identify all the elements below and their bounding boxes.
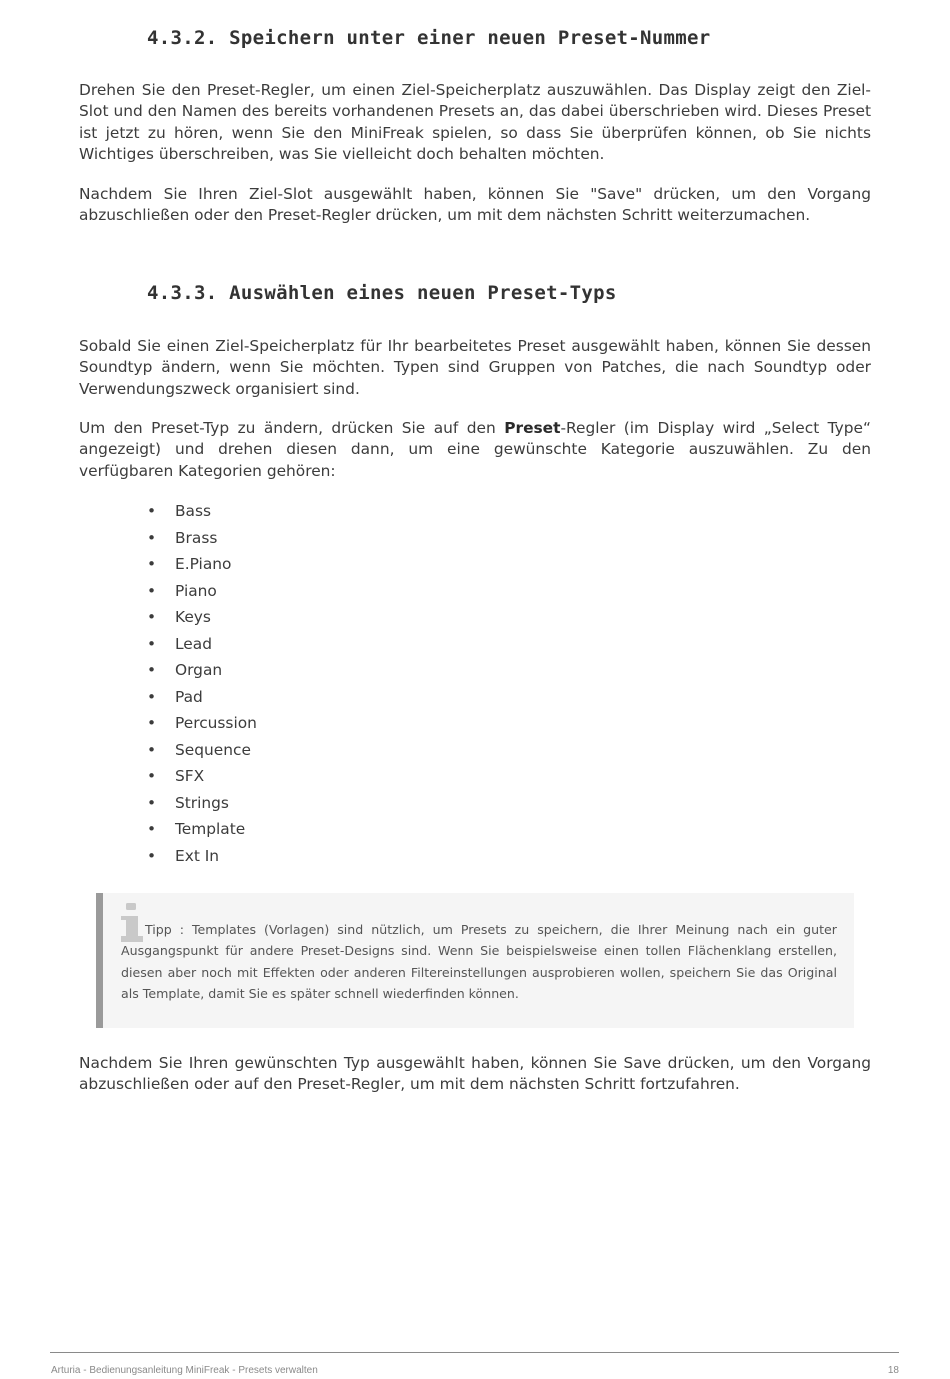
list-item (147, 606, 257, 633)
list-item-label: Pad (175, 687, 203, 706)
bullet: • (147, 820, 157, 838)
list-item (147, 818, 257, 845)
paragraph-change-preset-type (79, 418, 871, 482)
bullet: • (147, 846, 157, 865)
footer-title: Arturia - Bedienungsanleitung MiniFreak - Presets verwalten (51, 1365, 318, 1376)
list-item-label: Bass (175, 502, 212, 520)
list-item (147, 686, 257, 713)
list-item (147, 633, 257, 660)
list-item-label: Brass (175, 528, 218, 547)
page-number: 18 (887, 1365, 899, 1376)
preset-type-list (147, 500, 257, 871)
list-item-label: Keys (175, 608, 211, 626)
list-item (147, 712, 257, 739)
list-item (147, 739, 257, 766)
list-item (147, 500, 257, 527)
bullet: • (147, 714, 157, 732)
paragraph-text-before: Um den Preset-Typ zu ändern, drücken Sie auf den (79, 419, 505, 437)
list-item (147, 580, 257, 607)
bullet: • (147, 740, 157, 759)
bullet: • (147, 793, 157, 812)
bullet: • (147, 767, 157, 785)
paragraph-select-target-slot: Drehen Sie den Preset-Regler, um einen Ziel-Speicherplatz auszuwählen. Das Display zeigt den Ziel-Slot und den Namen des bereits vorhandenen Presets an, das dabei überschrieben wird. Dieses Preset ist jetzt zu hören, wenn Sie den MiniFreak spielen, so dass Sie überprüfen können, ob Sie nichts Wichtiges überschreiben, was Sie vielleicht doch behalten möchten. (79, 81, 871, 163)
list-item (147, 845, 257, 872)
tip-text: Tipp : Templates (Vorlagen) sind nützlich, um Presets zu speichern, die Ihrer Meinung nach ein guter Ausgangspunkt für andere Preset-Designs sind. Wenn Sie beispielsweise einen tollen Flächenklang erstellen, diesen aber noch mit Effekten oder anderen Filtereinstellungen ausprobieren wollen, speichern Sie das Original als Template, damit Sie es später schnell wiederfinden können. (121, 922, 837, 1002)
list-item-label: Sequence (175, 740, 251, 759)
list-item (147, 527, 257, 554)
list-item-label: Template (175, 820, 246, 838)
bullet: • (147, 687, 157, 706)
heading-4-3-2: 4.3.2. Speichern unter einer neuen Preset-Nummer (147, 27, 711, 49)
paragraph-text-after: -Regler (im Display wird „Select Type“ angezeigt) und drehen diesen dann, um eine gewünschte Kategorie auszuwählen. Zu den verfügbaren Kategorien gehören: (79, 419, 872, 480)
list-item (147, 553, 257, 580)
list-item (147, 659, 257, 686)
bullet: • (147, 634, 157, 653)
bullet: • (147, 528, 157, 547)
list-item-label: Piano (175, 581, 217, 600)
preset-knob-label: Preset (504, 419, 561, 437)
list-item-label: E.Piano (175, 555, 232, 573)
list-item-label: Lead (175, 634, 212, 653)
list-item-label: SFX (175, 767, 205, 785)
bullet: • (147, 502, 157, 520)
list-item (147, 792, 257, 819)
tip-box (96, 893, 854, 1028)
heading-4-3-3: 4.3.3. Auswählen eines neuen Preset-Typs (147, 282, 617, 304)
bullet: • (147, 608, 157, 626)
list-item-label: Ext In (175, 846, 220, 865)
paragraph-sound-type-intro: Sobald Sie einen Ziel-Speicherplatz für Ihr bearbeitetes Preset ausgewählt haben, können Sie dessen Soundtyp ändern, wenn Sie möchten. Typen sind Gruppen von Patches, die nach Soundtyp oder Verwendungszweck organisiert sind. (79, 337, 871, 398)
bullet: • (147, 581, 157, 600)
list-item-label: Strings (175, 793, 229, 812)
list-item-label: Organ (175, 661, 223, 679)
paragraph-save-type: Nachdem Sie Ihren gewünschten Typ ausgewählt haben, können Sie Save drücken, um den Vorgang abzuschließen oder auf den Preset-Regler, um mit dem nächsten Schritt fortzufahren. (79, 1054, 871, 1094)
list-item (147, 765, 257, 792)
bullet: • (147, 661, 157, 679)
paragraph-save-confirm: Nachdem Sie Ihren Ziel-Slot ausgewählt haben, können Sie "Save" drücken, um den Vorgang abzuschließen oder den Preset-Regler drücken, um mit dem nächsten Schritt weiterzumachen. (79, 185, 871, 225)
footer-divider (50, 1352, 899, 1353)
bullet: • (147, 555, 157, 573)
list-item-label: Percussion (175, 714, 257, 732)
